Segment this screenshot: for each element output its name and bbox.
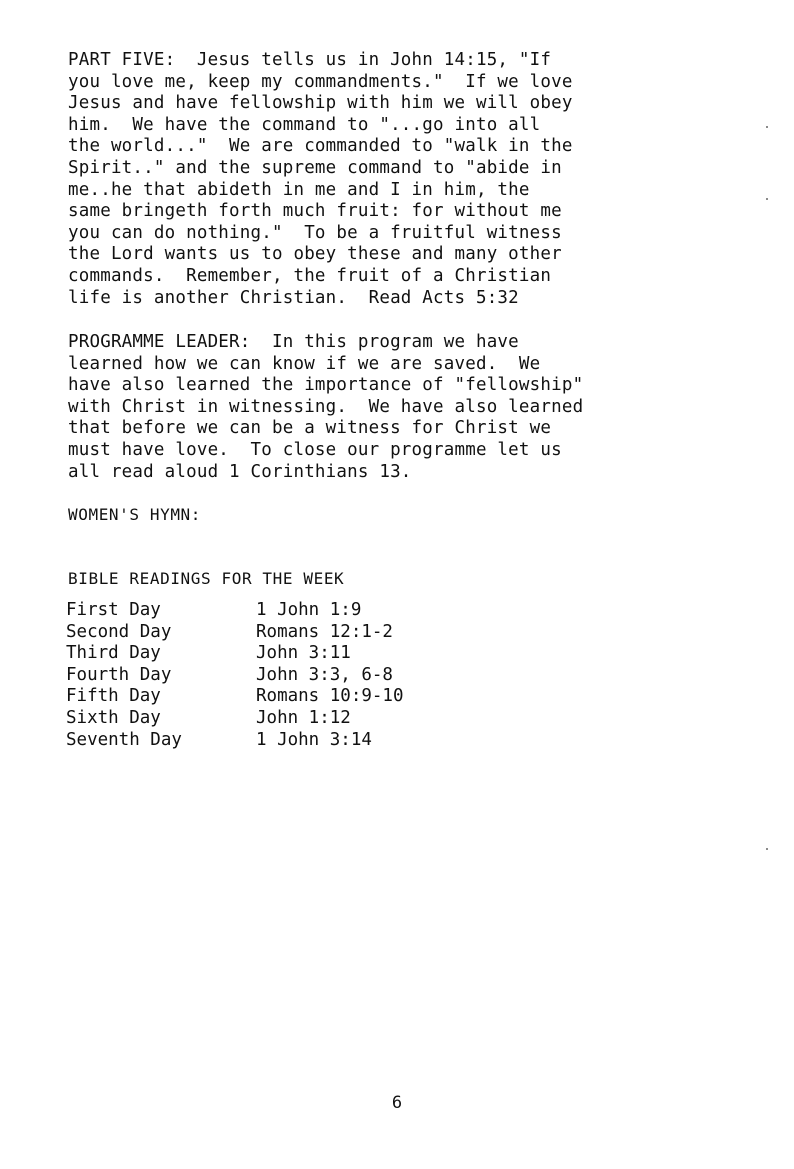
scan-speck [766,848,768,850]
reading-day: Fourth Day [66,664,172,685]
part-five-line: PART FIVE: Jesus tells us in John 14:15, "If [68,50,552,70]
scan-speck [766,198,768,200]
programme-leader-line: learned how we can know if we are saved. We [68,353,541,374]
reading-day: Third Day [66,643,161,664]
reading-row [66,686,404,708]
reading-reference: John 3:3, 6-8 [256,664,393,685]
reading-reference: John 3:11 [256,643,351,664]
part-five-line: him. We have the command to "...go into all [68,114,541,135]
programme-leader-line: that before we can be a witness for Christ we [68,418,552,439]
programme-leader-line: PROGRAMME LEADER: In this program we have [68,332,519,352]
reading-day: First Day [66,600,161,620]
womens-hymn-label: WOMEN'S HYMN: [68,505,202,524]
reading-reference: Romans 12:1-2 [256,621,393,642]
reading-day: Second Day [66,621,172,642]
reading-row [66,643,404,665]
reading-row [66,600,404,622]
scan-speck [766,126,768,128]
reading-reference: Romans 10:9-10 [256,686,404,707]
reading-day: Fifth Day [66,686,161,707]
page-number: 6 [391,1093,403,1113]
reading-row [66,730,404,752]
part-five-line: commands. Remember, the fruit of a Christian [68,265,552,286]
reading-reference: 1 John 1:9 [256,600,362,620]
reading-reference: John 1:12 [256,707,351,728]
programme-leader-line: with Christ in witnessing. We have also learned [68,396,584,417]
part-five-line: the Lord wants us to obey these and many other [68,244,562,265]
part-five-paragraph [68,50,688,309]
programme-leader-paragraph [68,332,688,483]
reading-day: Sixth Day [66,707,161,728]
reading-row [66,622,404,644]
reading-reference: 1 John 3:14 [256,729,372,750]
part-five-line: life is another Christian. Read Acts 5:32 [68,287,519,308]
part-five-line: the world..." We are commanded to "walk in the [68,136,573,157]
part-five-line: me..he that abideth in me and I in him, the [68,179,530,200]
bible-readings-heading: BIBLE READINGS FOR THE WEEK [68,569,345,588]
reading-day: Seventh Day [66,729,182,750]
programme-leader-line: must have love. To close our programme let us [68,439,562,460]
part-five-line: Spirit.." and the supreme command to "abide in [68,157,562,178]
part-five-line: Jesus and have fellowship with him we will obey [68,93,573,114]
reading-row [66,665,404,687]
programme-leader-line: have also learned the importance of "fellowship" [68,375,584,396]
part-five-line: you can do nothing." To be a fruitful witness [68,222,562,243]
bible-readings-table [66,600,404,751]
reading-row [66,708,404,730]
programme-leader-line: all read aloud 1 Corinthians 13. [68,461,412,482]
part-five-line: you love me, keep my commandments." If we love [68,71,573,92]
part-five-line: same bringeth forth much fruit: for without me [68,201,562,222]
